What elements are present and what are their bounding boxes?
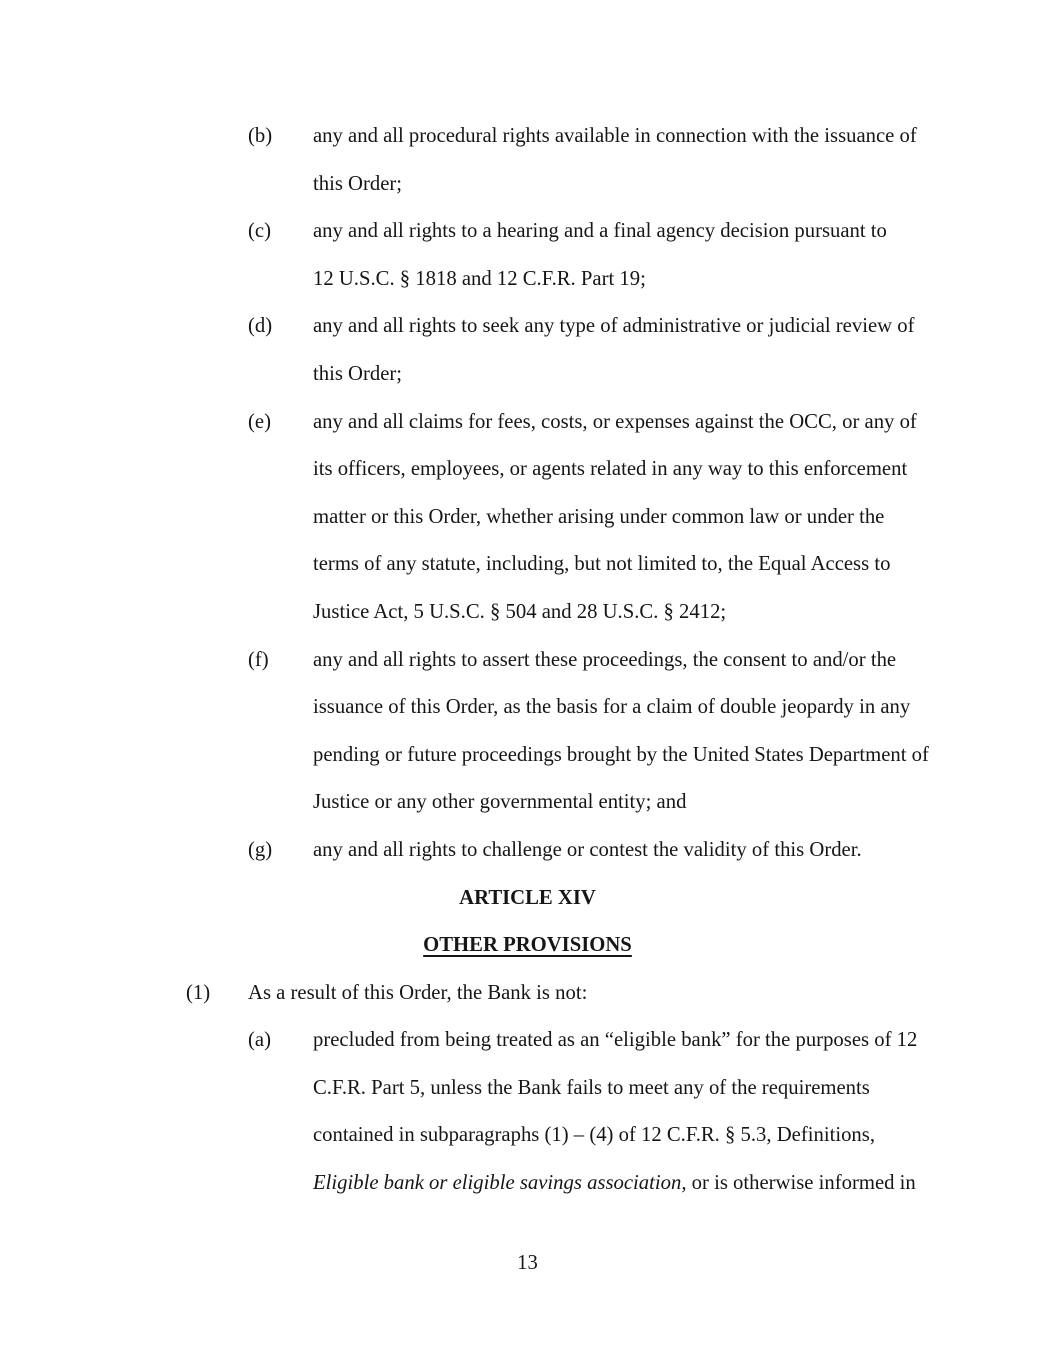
list-item-continuation [0, 256, 1055, 304]
line-text: OTHER PROVISIONS [423, 934, 632, 957]
line-text: C.F.R. Part 5, unless the Bank fails to meet any of the requirements [313, 1076, 870, 1099]
list-item-marker: (e) [248, 410, 271, 433]
list-item-continuation [0, 732, 1055, 780]
line-text: contained in subparagraphs (1) – (4) of 12 C.F.R. § 5.3, Definitions, [313, 1124, 875, 1147]
line-text: pending or future proceedings brought by the United States Department of [313, 743, 929, 766]
section-heading [0, 922, 1055, 970]
list-item-marker: (a) [248, 1029, 271, 1052]
list-item [0, 970, 1055, 1018]
line-text: matter or this Order, whether arising under common law or under the [313, 505, 885, 528]
list-item [0, 113, 1055, 161]
list-item-continuation [0, 589, 1055, 637]
list-item-continuation [0, 351, 1055, 399]
line-text: issuance of this Order, as the basis for a claim of double jeopardy in any [313, 696, 911, 719]
list-item-continuation [0, 1065, 1055, 1113]
list-item-continuation [0, 446, 1055, 494]
line-text: any and all procedural rights available in connection with the issuance of [313, 125, 917, 147]
line-text: ARTICLE XIV [459, 886, 596, 909]
line-text: any and all rights to challenge or contest the validity of this Order. [313, 838, 862, 861]
list-item-continuation [0, 779, 1055, 827]
list-item [0, 637, 1055, 685]
line-text: this Order; [313, 362, 403, 385]
list-item [0, 208, 1055, 256]
list-item-marker: (b) [248, 125, 273, 147]
line-text: terms of any statute, including, but not limited to, the Equal Access to [313, 553, 891, 576]
list-item-continuation [0, 1160, 1055, 1208]
italic-defined-term: Eligible bank or eligible savings association, [313, 1172, 687, 1195]
list-item-continuation [0, 494, 1055, 542]
line-text: this Order; [313, 172, 403, 195]
list-item-marker: (1) [186, 981, 211, 1004]
line-text: Justice or any other governmental entity; and [313, 791, 687, 814]
line-text: any and all rights to a hearing and a final agency decision pursuant to [313, 220, 887, 243]
list-item-continuation [0, 1112, 1055, 1160]
line-text: Justice Act, 5 U.S.C. § 504 and 28 U.S.C. § 2412; [313, 600, 727, 623]
list-item-marker: (f) [248, 648, 269, 671]
list-item-marker: (g) [248, 838, 273, 861]
document-body [0, 113, 1055, 1208]
line-text: its officers, employees, or agents related in any way to this enforcement [313, 458, 908, 481]
list-item-continuation [0, 541, 1055, 589]
list-item [0, 1017, 1055, 1065]
list-item-continuation [0, 684, 1055, 732]
list-item-marker: (d) [248, 315, 273, 338]
line-text: As a result of this Order, the Bank is not: [248, 981, 588, 1004]
line-text: or is otherwise informed in [686, 1172, 916, 1195]
line-text: precluded from being treated as an “eligible bank” for the purposes of 12 [313, 1029, 918, 1052]
list-item [0, 303, 1055, 351]
page-number: 13 [517, 1252, 538, 1274]
list-item [0, 827, 1055, 875]
section-heading [0, 875, 1055, 923]
list-item-marker: (c) [248, 220, 271, 243]
line-text: any and all rights to seek any type of administrative or judicial review of [313, 315, 915, 338]
line-text: any and all rights to assert these proceedings, the consent to and/or the [313, 648, 897, 671]
list-item [0, 399, 1055, 447]
list-item-continuation [0, 161, 1055, 209]
line-text: any and all claims for fees, costs, or expenses against the OCC, or any of [313, 410, 917, 433]
line-text: 12 U.S.C. § 1818 and 12 C.F.R. Part 19; [313, 267, 646, 290]
